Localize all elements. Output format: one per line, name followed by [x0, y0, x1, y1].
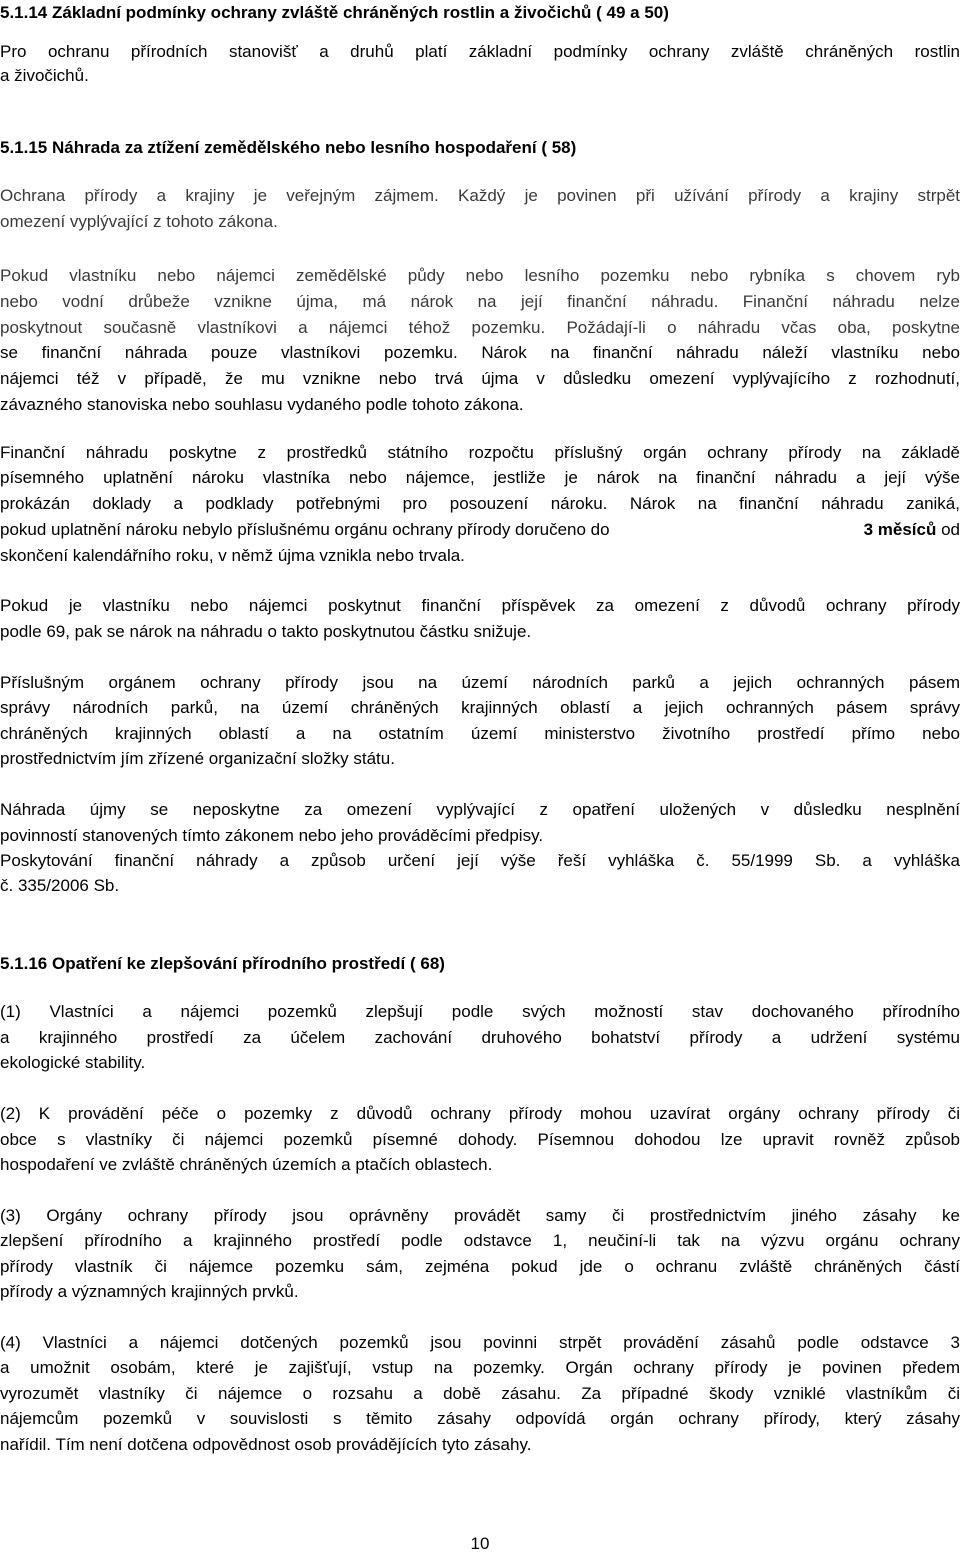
- section-heading-5-1-15: 5.1.15 Náhrada za ztížení zemědělského nebo lesního hospodaření ( 58): [0, 138, 577, 157]
- paragraph-text: od: [941, 520, 960, 539]
- paragraph-line: zlepšení přírodního a krajinného prostředí podle odstavce 1, neučiní-li tak na výzvu orgánu ochrany: [0, 1231, 960, 1250]
- paragraph-line: písemného uplatnění nároku vlastníka nebo nájemce, jestliže je nárok na finanční náhradu a její výše: [0, 468, 960, 487]
- paragraph-line: závazného stanoviska nebo souhlasu vydaného podle tohoto zákona.: [0, 395, 524, 414]
- paragraph-line: obce s vlastníky či nájemci pozemků písemné dohody. Písemnou dohodou lze upravit rovněž způsob: [0, 1130, 960, 1149]
- paragraph-line: omezení vyplývající z tohoto zákona.: [0, 212, 278, 231]
- paragraph-line: (2) K provádění péče o pozemky z důvodů ochrany přírody mohou uzavírat orgány ochrany přírody či: [0, 1104, 960, 1123]
- paragraph-line: přírody vlastník či nájemce pozemku sám, zejména pokud jde o ochranu zvláště chráněných částí: [0, 1257, 960, 1276]
- section-heading-5-1-14: 5.1.14 Základní podmínky ochrany zvláště chráněných rostlin a živočichů ( 49 a 50): [0, 3, 669, 22]
- paragraph-line: [0, 520, 960, 540]
- paragraph-line: nájemci též v případě, že mu vznikne nebo trvá újma v důsledku omezení vyplývajícího z rozhodnutí,: [0, 369, 960, 388]
- paragraph-line: Poskytování finanční náhrady a způsob určení její výše řeší vyhláška č. 55/1999 Sb. a vyhláška: [0, 851, 960, 870]
- paragraph-line: (4) Vlastníci a nájemci dotčených pozemků jsou povinni strpět provádění zásahů podle odstavce 3: [0, 1333, 960, 1352]
- paragraph-line: a živočichů.: [0, 66, 89, 85]
- paragraph-line: Náhrada újmy se neposkytne za omezení vyplývající z opatření uložených v důsledku nesplnění: [0, 800, 960, 819]
- paragraph-line: prokázán doklady a podklady potřebnými pro posouzení nároku. Nárok na finanční náhradu zaniká,: [0, 494, 960, 513]
- paragraph-line: a umožnit osobám, které je zajišťují, vstup na pozemky. Orgán ochrany přírody je povinen předem: [0, 1358, 960, 1377]
- paragraph-line: nebo vodní drůbeže vznikne újma, má nárok na její finanční náhradu. Finanční náhradu nelze: [0, 292, 960, 311]
- paragraph-line: Pro ochranu přírodních stanovišť a druhů platí základní podmínky ochrany zvláště chráněných rostlin: [0, 42, 960, 61]
- section-heading-5-1-16: 5.1.16 Opatření ke zlepšování přírodního prostředí ( 68): [0, 954, 445, 973]
- bold-term: 3 měsíců: [863, 520, 937, 539]
- paragraph-line: hospodaření ve zvláště chráněných územích a ptačích oblastech.: [0, 1155, 493, 1174]
- paragraph-line: chráněných krajinných oblastí a na ostatním území ministerstvo životního prostředí přímo nebo: [0, 724, 960, 743]
- paragraph-line: se finanční náhrada pouze vlastníkovi pozemku. Nárok na finanční náhradu náleží vlastníku nebo: [0, 343, 960, 362]
- paragraph-line: skončení kalendářního roku, v němž újma vznikla nebo trvala.: [0, 546, 465, 565]
- paragraph-line: (1) Vlastníci a nájemci pozemků zlepšují podle svých možností stav dochovaného přírodního: [0, 1002, 960, 1021]
- paragraph-line: Pokud je vlastníku nebo nájemci poskytnut finanční příspěvek za omezení z důvodů ochrany přírody: [0, 596, 960, 615]
- paragraph-line: správy národních parků, na území chráněných krajinných oblastí a jejich ochranných pásem správy: [0, 698, 960, 717]
- page-number: 10: [470, 1534, 490, 1553]
- paragraph-line: a krajinného prostředí za účelem zachování druhového bohatství přírody a udržení systému: [0, 1028, 960, 1047]
- paragraph-line: Ochrana přírody a krajiny je veřejným zájmem. Každý je povinen při užívání přírody a krajiny strpět: [0, 186, 960, 205]
- paragraph-line: Příslušným orgánem ochrany přírody jsou na území národních parků a jejich ochranných pásem: [0, 673, 960, 692]
- paragraph-line: povinností stanovených tímto zákonem nebo jeho prováděcími předpisy.: [0, 826, 544, 845]
- paragraph-line: Finanční náhradu poskytne z prostředků státního rozpočtu příslušný orgán ochrany přírody na základě: [0, 443, 960, 462]
- paragraph-line: podle 69, pak se nárok na náhradu o takto poskytnutou částku snižuje.: [0, 622, 532, 641]
- paragraph-line: přírody a významných krajinných prvků.: [0, 1282, 299, 1301]
- paragraph-line: č. 335/2006 Sb.: [0, 876, 120, 895]
- paragraph-line: ekologické stability.: [0, 1053, 146, 1072]
- paragraph-line: nařídil. Tím není dotčena odpovědnost osob provádějících tyto zásahy.: [0, 1435, 532, 1454]
- paragraph-line: (3) Orgány ochrany přírody jsou oprávněny provádět samy či prostřednictvím jiného zásahy ke: [0, 1206, 960, 1225]
- paragraph-line: prostřednictvím jím zřízené organizační složky státu.: [0, 749, 395, 768]
- paragraph-text: pokud uplatnění nároku nebylo příslušnému orgánu ochrany přírody doručeno do: [0, 520, 610, 539]
- paragraph-line: vyrozumět vlastníky či nájemce o rozsahu a době zásahu. Za případné škody vzniklé vlastníkům či: [0, 1384, 960, 1403]
- paragraph-line: Pokud vlastníku nebo nájemci zemědělské půdy nebo lesního pozemku nebo rybníka s chovem ryb: [0, 266, 960, 285]
- paragraph-line: poskytnout současně vlastníkovi a nájemci téhož pozemku. Požádají-li o náhradu včas oba, poskytne: [0, 318, 960, 337]
- paragraph-line: nájemcům pozemků v souvislosti s těmito zásahy odpovídá orgán ochrany přírody, který zásahy: [0, 1409, 960, 1428]
